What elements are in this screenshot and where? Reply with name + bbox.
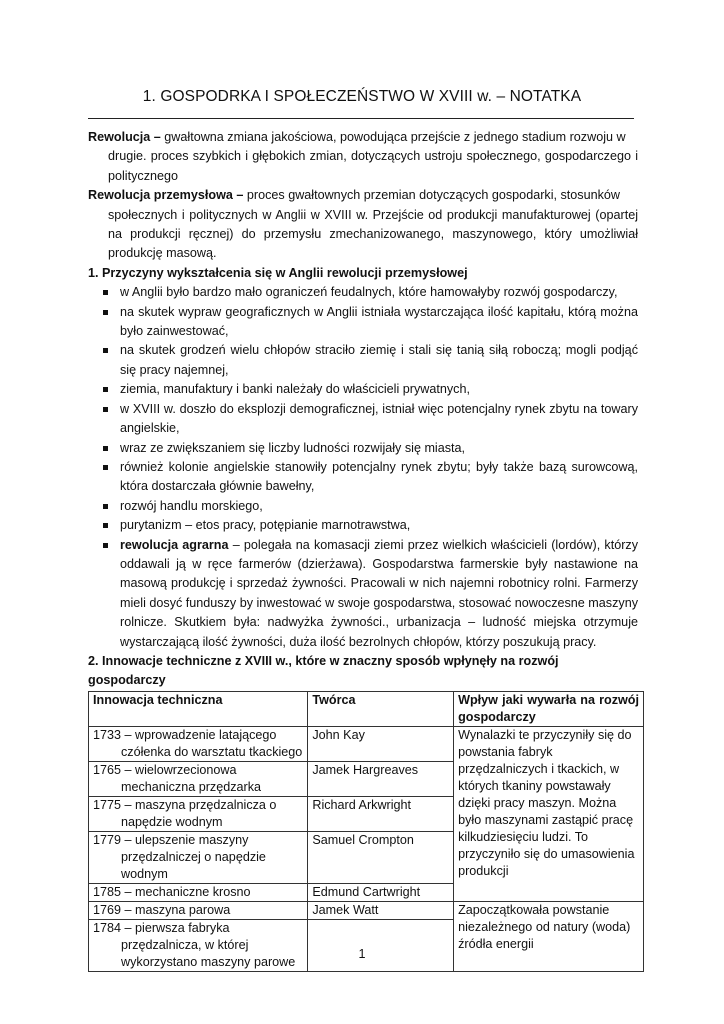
table-header-row bbox=[89, 691, 644, 726]
list-item: na skutek wypraw geograficznych w Anglii istniała wystarczająca ilość kapitału, którą można było zainwestować, bbox=[88, 303, 638, 342]
bullet-square-icon bbox=[103, 446, 108, 451]
page-title: 1. GOSPODRKA I SPOŁECZEŃSTWO W XVIII w. – NOTATKA bbox=[142, 88, 582, 105]
innovations-table bbox=[88, 691, 644, 972]
innovation-cell: 1784 – pierwsza fabryka przędzalnicza, w której wykorzystano maszyny parowe bbox=[89, 919, 308, 971]
bullet-square-icon bbox=[103, 543, 108, 548]
creator-cell: Jamek Hargreaves bbox=[308, 761, 454, 796]
table-row bbox=[89, 726, 644, 761]
bullet-square-icon bbox=[103, 504, 108, 509]
bullet-square-icon bbox=[103, 310, 108, 315]
definition-text-continued: drugie. proces szybkich i głębokich zmian, dotyczących ustroju społecznego, gospodarczego i politycznego bbox=[108, 149, 638, 183]
list-item: rewolucja agrarna – polegała na komasacji ziemi przez wielkich właścicieli (lordów), którzy oddawali ją w ręce farmerów (dzierżawa). Gospodarstwa farmerskie były nastawione na masową produkcję i sprzedaż żywności. Pracowali w nich najemni robotnicy rolni. Farmerzy mieli dosyć funduszy by inwestować w swoje gospodarstwa, stosować nowoczesne maszyny rolnicze. Skutkiem była: nadwyżka żywności., urbanizacja – ludność miejska otrzymuje wystarczającą ilość żywności, duża ilość bezrolnych chłopów, którzy poszukują pracy. bbox=[88, 536, 638, 652]
causes-list bbox=[88, 283, 638, 652]
list-item-bold: rewolucja agrarna bbox=[120, 537, 229, 552]
bullet-square-icon bbox=[103, 348, 108, 353]
list-item: również kolonie angielskie stanowiły potencjalny rynek zbytu; były także bazą surowcową, która dostarczała głównie bawełny, bbox=[88, 458, 638, 497]
innovation-cell: 1733 – wprowadzenie latającego czółenka do warsztatu tkackiego bbox=[89, 726, 308, 761]
section2-heading: 2. Innowacje techniczne z XVIII w., które w znaczny sposób wpłynęły na rozwój gospodarczy bbox=[88, 653, 559, 688]
creator-cell: Samuel Crompton bbox=[308, 831, 454, 883]
title-underline bbox=[88, 118, 634, 119]
list-item: w Anglii było bardzo mało ograniczeń feudalnych, które hamowałyby rozwój gospodarczy, bbox=[88, 283, 638, 302]
list-item: wraz ze zwiększaniem się liczby ludności rozwijały się miasta, bbox=[88, 439, 638, 458]
header-creator: Twórca bbox=[308, 691, 454, 726]
bullet-square-icon bbox=[103, 523, 108, 528]
bullet-square-icon bbox=[103, 387, 108, 392]
creator-cell: John Kay bbox=[308, 726, 454, 761]
list-item: purytanizm – etos pracy, potępianie marnotrawstwa, bbox=[88, 516, 638, 535]
innovation-cell: 1785 – mechaniczne krosno bbox=[89, 883, 308, 901]
list-item: rozwój handlu morskiego, bbox=[88, 497, 638, 516]
list-item: na skutek grodzeń wielu chłopów straciło ziemię i stali się tanią siłą roboczą; mogli podjąć się pracy najemnej, bbox=[88, 341, 638, 380]
definition-text: proces gwałtownych przemian dotyczących gospodarki, stosunków bbox=[243, 188, 620, 203]
definition-term: Rewolucja przemysłowa – bbox=[88, 188, 244, 203]
definition-text-continued: społecznych i politycznych w Anglii w XVIII w. Przejście od produkcji manufakturowej (opartej na produkcji ręcznej) do przemysłu zmechanizowanego, maszynowego, który umożliwiał produkcję masową. bbox=[108, 207, 638, 261]
table-row bbox=[89, 901, 644, 919]
creator-cell: Richard Arkwright bbox=[308, 796, 454, 831]
page-number: 1 bbox=[358, 947, 366, 961]
innovation-cell: 1779 – ulepszenie maszyny przędzalniczej o napędzie wodnym bbox=[89, 831, 308, 883]
definition-term: Rewolucja – bbox=[88, 130, 161, 144]
definition-text: gwałtowna zmiana jakościowa, powodująca przejście z jednego stadium rozwoju w bbox=[160, 130, 626, 144]
innovation-cell: 1765 – wielowrzecionowa mechaniczna przędzarka bbox=[89, 761, 308, 796]
impact-cell: Zapoczątkowała powstanie niezależnego od natury (woda) źródła energii bbox=[454, 901, 644, 971]
section1-heading: 1. Przyczyny wykształcenia się w Anglii rewolucji przemysłowej bbox=[88, 265, 468, 280]
innovation-cell: 1769 – maszyna parowa bbox=[89, 901, 308, 919]
bullet-square-icon bbox=[103, 407, 108, 412]
bullet-square-icon bbox=[103, 290, 108, 295]
list-item: ziemia, manufaktury i banki należały do właścicieli prywatnych, bbox=[88, 380, 638, 399]
innovation-cell: 1775 – maszyna przędzalnicza o napędzie wodnym bbox=[89, 796, 308, 831]
header-impact: Wpływ jaki wywarła na rozwój gospodarczy bbox=[454, 691, 644, 726]
definition-industrial-revolution bbox=[88, 186, 638, 264]
header-innovation: Innowacja techniczna bbox=[89, 691, 308, 726]
content bbox=[88, 128, 638, 972]
creator-cell bbox=[308, 919, 454, 971]
list-item: w XVIII w. doszło do eksplozji demograficznej, istniał więc potencjalny rynek zbytu na towary angielskie, bbox=[88, 400, 638, 439]
impact-cell: Wynalazki te przyczyniły się do powstania fabryk przędzalniczych i tkackich, w których tkaniny powstawały dzięki pracy maszyn. Można było maszynami zastąpić pracę kilkudziesięciu ludzi. To przyczyniło się do umasowienia produkcji bbox=[454, 726, 644, 901]
bullet-square-icon bbox=[103, 465, 108, 470]
creator-cell: Jamek Watt bbox=[308, 901, 454, 919]
definition-revolution bbox=[88, 128, 638, 186]
creator-cell: Edmund Cartwright bbox=[308, 883, 454, 901]
